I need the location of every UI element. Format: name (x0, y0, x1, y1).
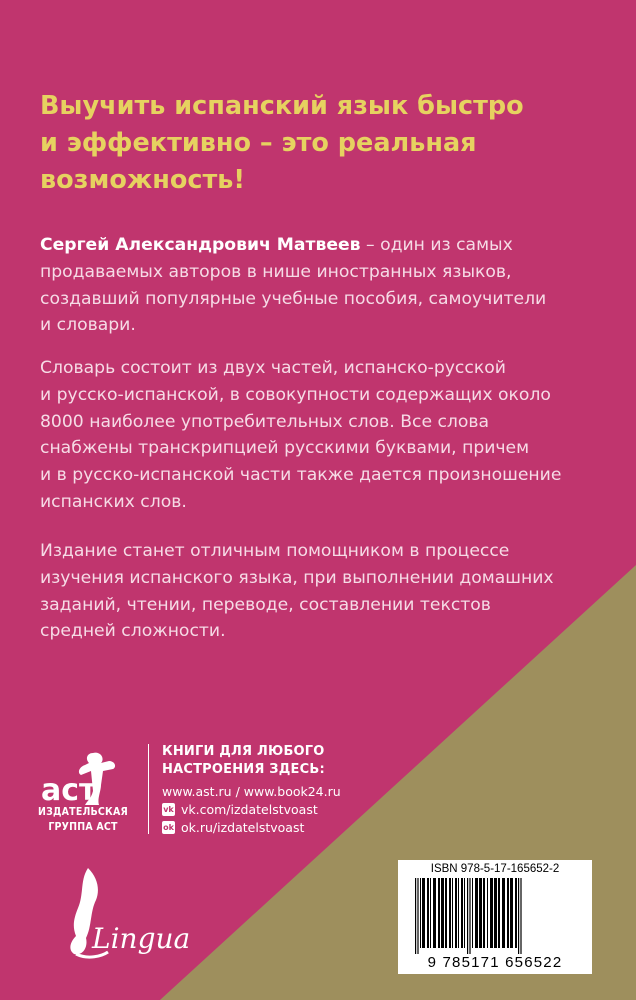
author-paragraph (40, 232, 610, 339)
barcode (398, 860, 592, 974)
usage-paragraph (40, 538, 610, 645)
barcode-bar (449, 878, 451, 948)
barcode-bar (498, 878, 500, 948)
publisher-name-line2: ГРУППА АСТ (48, 821, 118, 833)
publisher-name-line1: ИЗДАТЕЛЬСКАЯ (38, 806, 128, 818)
paragraph-line (40, 232, 610, 259)
author-name: Сергей Александрович Матвеев (40, 235, 361, 255)
promo-line2: НАСТРОЕНИЯ ЗДЕСЬ: (162, 762, 325, 777)
paragraph-line: создавший популярные учебные пособия, самоучители (40, 288, 547, 309)
barcode-bar (475, 878, 478, 948)
lingua-logo-text: Lingua (92, 922, 191, 955)
barcode-bar (469, 878, 470, 954)
headline-line: и эффективно – это реальная (40, 128, 477, 158)
dictionary-paragraph (40, 355, 610, 516)
barcode-bar (472, 878, 473, 948)
barcode-bar (502, 878, 505, 948)
paragraph-line: 8000 наиболее употребительных слов. Все слова (40, 411, 490, 432)
barcode-bar (420, 878, 421, 948)
barcode-bar (417, 878, 418, 954)
barcode-number: 9 785171 656522 (427, 954, 563, 971)
headline-line: Выучить испанский язык быстро (40, 91, 524, 121)
paragraph-line: и словари. (40, 315, 136, 336)
barcode-bar (458, 878, 459, 948)
barcode-bar (455, 878, 457, 948)
barcode-bars (413, 878, 577, 954)
barcode-bar (487, 878, 488, 948)
barcode-bar (427, 878, 429, 948)
barcode-bar (415, 878, 416, 954)
barcode-bar (441, 878, 444, 948)
paragraph-line: изучения испанского языка, при выполнении домашних (40, 567, 554, 588)
ok-link-text[interactable]: ok.ru/izdatelstvoast (181, 820, 305, 835)
vertical-divider (148, 744, 149, 834)
barcode-bar (461, 878, 463, 948)
barcode-bar (430, 878, 431, 948)
headline (40, 88, 600, 199)
paragraph-line: испанских слов. (40, 491, 187, 512)
barcode-bar (445, 878, 447, 948)
paragraph-line: Словарь состоит из двух частей, испанско-русской (40, 358, 506, 378)
paragraph-line: продаваемых авторов в нише иностранных языков, (40, 261, 512, 282)
odnoklassniki-icon: ok (163, 823, 174, 832)
paragraph-line: и русско-испанской, в совокупности содержащих около (40, 384, 551, 405)
barcode-bar (467, 878, 468, 954)
paragraph-line: снабжены транскрипцией русскими буквами, причем (40, 438, 530, 459)
barcode-bar (515, 878, 517, 948)
paragraph-line: Издание станет отличным помощником в процессе (40, 541, 510, 561)
barcode-bar (483, 878, 485, 948)
promo-line1: КНИГИ ДЛЯ ЛЮБОГО (162, 744, 325, 759)
barcode-bar (520, 878, 521, 954)
barcode-bar (433, 878, 436, 948)
ast-logo-text: аст (41, 773, 97, 808)
lingua-logo (58, 860, 191, 970)
barcode-bar (507, 878, 509, 948)
vk-link-text[interactable]: vk.com/izdatelstvoast (181, 802, 318, 817)
paragraph-line: средней сложности. (40, 621, 226, 642)
barcode-bar (479, 878, 482, 948)
vk-icon: vk (163, 805, 174, 814)
barcode-bar (518, 878, 519, 954)
paragraph-line: заданий, чтении, переводе, составлении текстов (40, 594, 491, 615)
barcode-bar (510, 878, 513, 948)
barcode-bar (452, 878, 453, 948)
barcode-bar (422, 878, 425, 948)
vk-link[interactable] (162, 802, 318, 817)
isbn-number: ISBN 978-5-17-165652-2 (430, 863, 560, 875)
barcode-bar (438, 878, 440, 948)
barcode-bar (464, 878, 465, 948)
barcode-bar (490, 878, 493, 948)
author-line-rest: – один из самых (360, 235, 513, 255)
ok-link[interactable] (162, 820, 304, 835)
website-links[interactable]: www.ast.ru / www.book24.ru (162, 784, 341, 799)
paragraph-line: и в русско-испанской части также дается произношение (40, 465, 562, 486)
headline-line: возможность! (40, 165, 245, 195)
barcode-bar (494, 878, 497, 948)
